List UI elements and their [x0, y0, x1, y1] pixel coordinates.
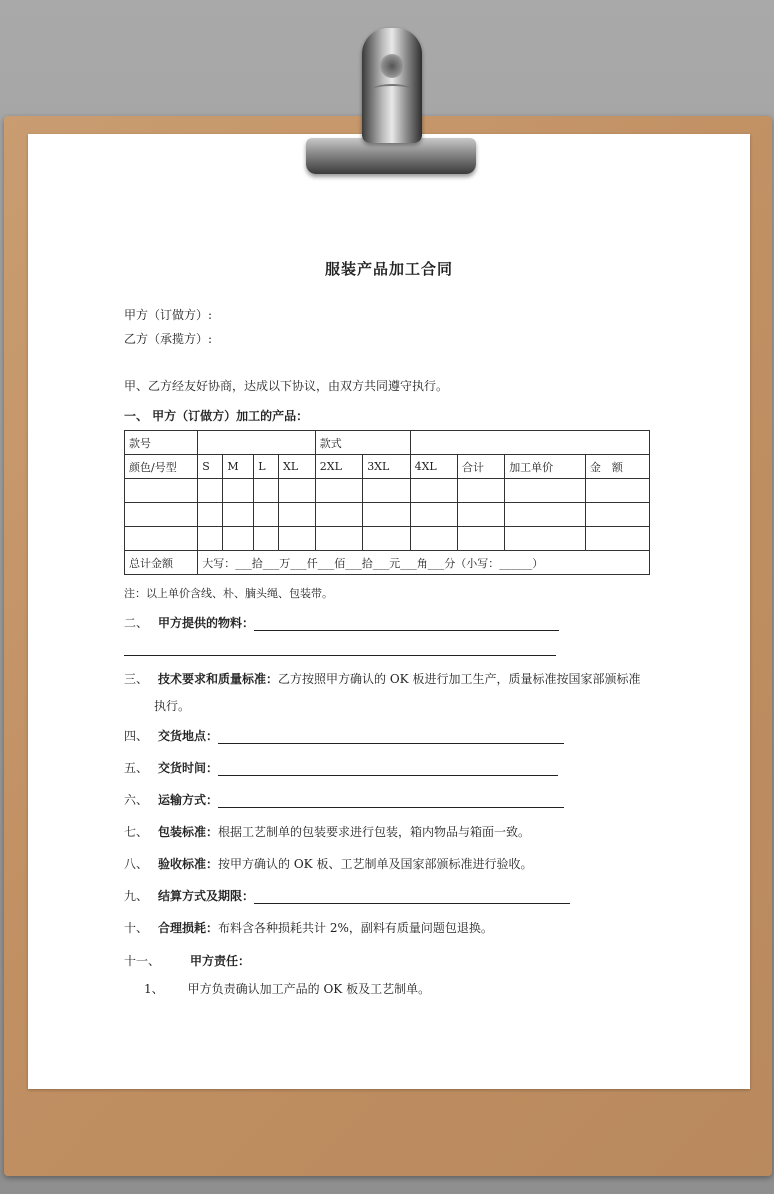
transport-method-field[interactable] — [218, 795, 564, 808]
table-row — [125, 431, 650, 455]
item-text: 甲方负责确认加工产品的 OK 板及工艺制单。 — [187, 982, 431, 996]
table-cell[interactable] — [125, 479, 198, 503]
table-header: 4XL — [410, 455, 457, 479]
party-b-label: 乙方（承揽方）: — [124, 332, 213, 346]
section-3-label: 三、 — [124, 672, 149, 686]
contract-document — [28, 134, 750, 1089]
table-header: 3XL — [363, 455, 410, 479]
table-header: S — [198, 455, 223, 479]
delivery-time-field[interactable] — [218, 763, 558, 776]
table-header: L — [254, 455, 279, 479]
section-3-text-cont: 执行。 — [154, 699, 191, 713]
table-cell[interactable] — [198, 503, 223, 527]
materials-field-2[interactable] — [124, 643, 556, 656]
section-2 — [124, 614, 559, 631]
section-6-title: 运输方式： — [158, 793, 219, 807]
section-10-text: 布料含各种损耗共计 2%，副料有质量问题包退换。 — [218, 921, 493, 935]
section-9-label: 九、 — [124, 889, 149, 903]
section-6 — [124, 791, 564, 808]
table-cell[interactable] — [410, 503, 457, 527]
table-header: M — [223, 455, 254, 479]
section-7-text: 根据工艺制单的包装要求进行包装，箱内物品与箱面一致。 — [218, 825, 531, 839]
table-cell[interactable] — [410, 527, 457, 551]
table-cell[interactable] — [410, 431, 649, 455]
table-row — [125, 551, 650, 575]
table-cell: 款式 — [315, 431, 410, 455]
table-cell[interactable] — [254, 479, 279, 503]
section-4-label: 四、 — [124, 729, 149, 743]
section-11-title: 甲方责任： — [190, 954, 251, 968]
section-3 — [124, 670, 640, 687]
table-cell[interactable] — [315, 527, 362, 551]
section-11-label: 十一、 — [124, 954, 161, 968]
table-cell[interactable] — [458, 479, 505, 503]
table-header: 加工单价 — [505, 455, 586, 479]
section-10-label: 十、 — [124, 921, 149, 935]
table-header: XL — [279, 455, 316, 479]
table-header: 金 额 — [585, 455, 649, 479]
table-cell[interactable] — [315, 503, 362, 527]
section-7-label: 七、 — [124, 825, 149, 839]
section-10 — [124, 919, 493, 936]
table-cell[interactable] — [505, 479, 586, 503]
price-note: 注：以上单价含线、朴、腩头绳、包装带。 — [124, 587, 333, 600]
section-4-title: 交货地点： — [158, 729, 219, 743]
table-cell[interactable] — [198, 527, 223, 551]
section-7 — [124, 823, 530, 840]
section-3-text: 乙方按照甲方确认的 OK 板进行加工生产，质量标准按国家部颁标准 — [278, 672, 641, 686]
table-cell[interactable] — [585, 503, 649, 527]
table-cell[interactable] — [458, 527, 505, 551]
section-9-title: 结算方式及期限： — [158, 889, 255, 903]
section-8-title: 验收标准： — [158, 857, 219, 871]
table-row — [125, 527, 650, 551]
table-cell[interactable] — [585, 479, 649, 503]
section-5-title: 交货时间： — [158, 761, 219, 775]
table-cell[interactable] — [505, 527, 586, 551]
section-11 — [124, 952, 250, 969]
table-header: 合计 — [458, 455, 505, 479]
section-2-label: 二、 — [124, 616, 149, 630]
party-a-label: 甲方（订做方）: — [124, 308, 213, 322]
section-8-label: 八、 — [124, 857, 149, 871]
section-3-title: 技术要求和质量标准： — [158, 672, 279, 686]
section-7-title: 包装标准： — [158, 825, 219, 839]
table-cell[interactable] — [279, 503, 316, 527]
product-table — [124, 430, 650, 575]
table-cell[interactable] — [223, 503, 254, 527]
total-amount-field[interactable]: 大写：___拾___万___仟___佰___拾___元___角___分（小写：______） — [198, 551, 650, 575]
item-number: 1、 — [144, 982, 164, 996]
section-9 — [124, 887, 570, 904]
table-cell[interactable] — [279, 527, 316, 551]
clip-ring — [372, 84, 412, 96]
total-amount-label: 总计金额 — [125, 551, 198, 575]
section-8-text: 按甲方确认的 OK 板、工艺制单及国家部颁标准进行验收。 — [218, 857, 533, 871]
table-cell[interactable] — [125, 527, 198, 551]
table-cell[interactable] — [410, 479, 457, 503]
table-cell[interactable] — [279, 479, 316, 503]
table-cell[interactable] — [223, 479, 254, 503]
table-cell[interactable] — [505, 503, 586, 527]
table-row — [125, 503, 650, 527]
section-1-title: 一、 甲方（订做方）加工的产品： — [124, 409, 309, 423]
table-cell[interactable] — [254, 503, 279, 527]
table-header: 2XL — [315, 455, 362, 479]
intro-text: 甲、乙方经友好协商，达成以下协议，由双方共同遵守执行。 — [124, 379, 449, 393]
section-6-label: 六、 — [124, 793, 149, 807]
table-cell[interactable] — [198, 479, 223, 503]
section-8 — [124, 855, 532, 872]
table-cell[interactable] — [363, 503, 410, 527]
section-2-title: 甲方提供的物料： — [158, 616, 255, 630]
table-cell: 款号 — [125, 431, 198, 455]
table-cell[interactable] — [125, 503, 198, 527]
delivery-location-field[interactable] — [218, 731, 564, 744]
section-5 — [124, 759, 558, 776]
table-header: 颜色/号型 — [125, 455, 198, 479]
materials-field-line-2[interactable] — [124, 642, 556, 656]
table-cell[interactable] — [198, 431, 316, 455]
table-cell[interactable] — [458, 503, 505, 527]
table-cell[interactable] — [254, 527, 279, 551]
table-cell[interactable] — [223, 527, 254, 551]
section-4 — [124, 727, 564, 744]
section-5-label: 五、 — [124, 761, 149, 775]
table-cell[interactable] — [363, 527, 410, 551]
table-cell[interactable] — [315, 479, 362, 503]
contract-title: 服装产品加工合同 — [324, 260, 453, 278]
settlement-field[interactable] — [254, 891, 570, 904]
table-row — [125, 479, 650, 503]
table-row — [125, 455, 650, 479]
table-cell[interactable] — [585, 527, 649, 551]
section-10-title: 合理损耗： — [158, 921, 219, 935]
table-cell[interactable] — [363, 479, 410, 503]
materials-field[interactable] — [254, 618, 559, 631]
clip-base — [306, 138, 476, 174]
section-11-item-1 — [144, 980, 430, 997]
clip-hole — [380, 54, 404, 78]
